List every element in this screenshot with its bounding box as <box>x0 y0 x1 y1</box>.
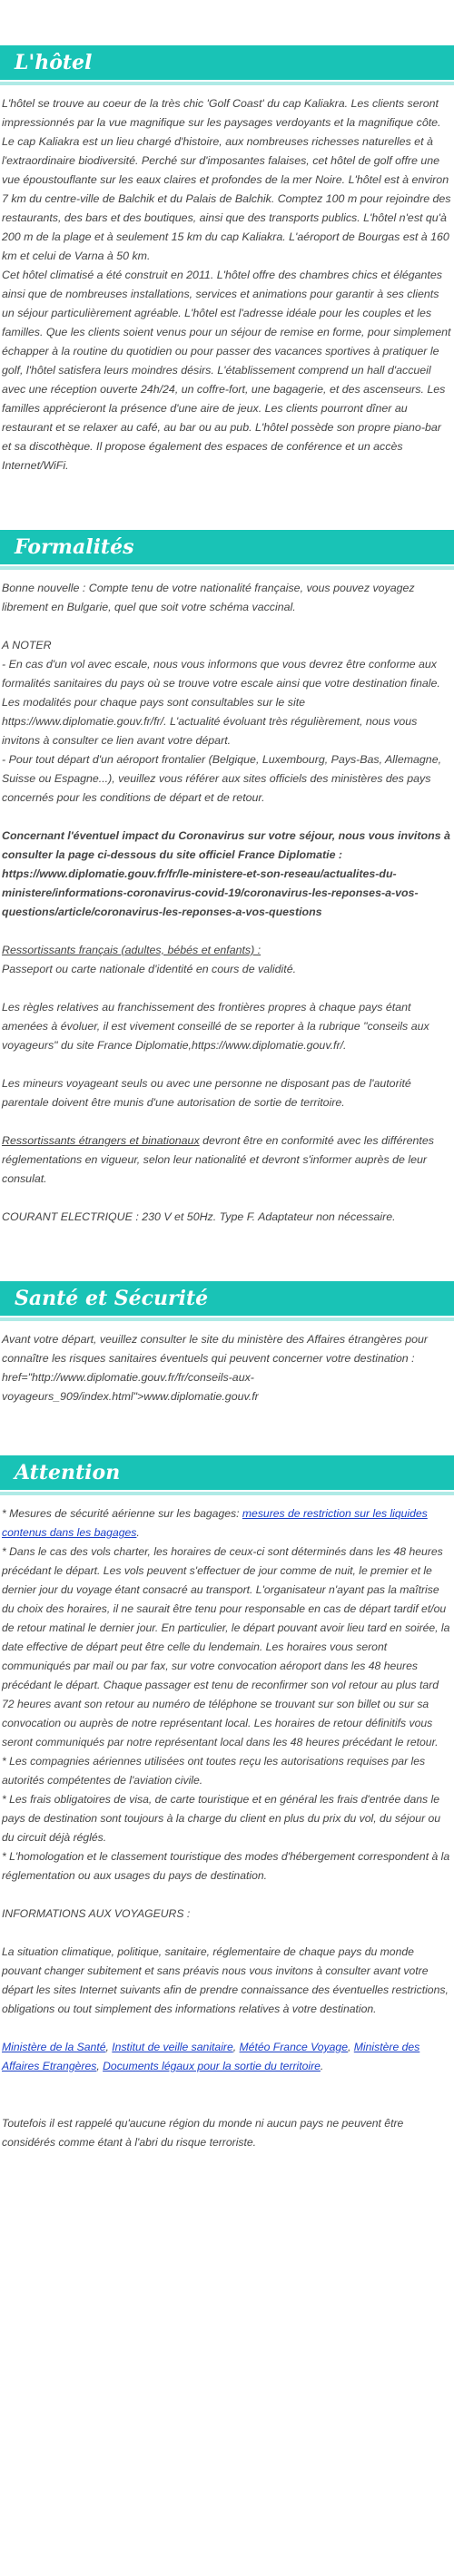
formalities-foreign-nationals <box>2 1131 452 1189</box>
attention-security-measures <box>2 1504 452 1543</box>
formalities-french-nationals-text: Passeport ou carte nationale d'identité en cours de validité. <box>2 963 297 975</box>
formalities-foreign-nationals-text: devront être en conformité avec les différentes réglementations en vigueur, selon leur nationalité et devront s'informer auprès de leur consulat. <box>2 1134 434 1185</box>
formalities-note-title: A NOTER <box>2 639 52 651</box>
health-section <box>0 1281 454 1406</box>
link-separator: , <box>105 2041 113 2053</box>
attention-security-suffix: . <box>136 1526 140 1539</box>
link-separator: , <box>96 2060 104 2072</box>
formalities-note-2: Les modalités pour chaque pays sont consultables sur le site https://www.diplomatie.gouv.fr/fr/. L'actualité évoluant très régulièrement, nous vous invitons à consulter ce lien avant votre départ. <box>2 696 418 747</box>
attention-section-title: Attention <box>0 1455 454 1490</box>
formalities-section-body <box>0 564 454 1227</box>
ministry-health-link[interactable]: Ministère de la Santé <box>2 2041 106 2053</box>
formalities-minors: Les mineurs voyageant seuls ou avec une personne ne disposant pas de l'autorité parentale doivent être munis d'une autorisation de sortie de territoire. <box>2 1077 411 1109</box>
hotel-section <box>0 0 454 475</box>
health-text: Avant votre départ, veuillez consulter le site du ministère des Affaires étrangères pour connaître les risques sanitaires éventuels qui peuvent concerner votre destination : href="http://www.diplomatie.gouv.fr/fr/conseils-aux-voyageurs_909/index.html">www.diplomatie.gouv.fr <box>2 1333 429 1403</box>
formalities-note-1: - En cas d'un vol avec escale, nous vous informons que vous devrez être conforme aux formalités sanitaires du pays où se trouve votre escale ainsi que votre destination finale. <box>2 658 440 690</box>
formalities-foreign-nationals-title: Ressortissants étrangers et binationaux <box>2 1134 200 1147</box>
meteo-france-link[interactable]: Météo France Voyage <box>239 2041 348 2053</box>
hotel-description-paragraph-2: Cet hôtel climatisé a été construit en 2011. L'hôtel offre des chambres chics et élégantes ainsi que de nombreuses installations, services et animations pour garantir à ses clients un séjour particulièrement agréable. L'hôtel est l'adresse idéale pour les couples et les familles. Que les clients soient venus pour un séjour de remise en forme, pour simplement échapper à la routine du quotidien ou pour passer des vacances sportives à pratiquer le golf, l'hôtel satisfera leurs moindres désirs. L'établissement comprend un hall d'accueil avec une réception ouverte 24h/24, un coffre-fort, une bagagerie, et des ascenseurs. Les familles apprécieront la présence d'une aire de jeux. Les clients pourront dîner au restaurant et se relaxer au café, au bar ou au pub. L'hôtel possède son propre piano-bar et sa discothèque. Il propose également des espaces de conférence et un accès Internet/WiFi. <box>2 269 451 472</box>
formalities-border-rules: Les règles relatives au franchissement des frontières propres à chaque pays étant amenées à évoluer, il est vivement conseillé de se reporter à la rubrique "conseils aux voyageurs" du site France Diplomatie,https://www.diplomatie.gouv.fr/. <box>2 1001 429 1052</box>
link-separator: , <box>232 2041 240 2053</box>
legal-documents-link[interactable]: Documents légaux pour la sortie du territoire <box>103 2060 321 2072</box>
formalities-note-3: - Pour tout départ d'un aéroport frontalier (Belgique, Luxembourg, Pays-Bas, Allemagne, Suisse ou Espagne...), veuillez vous référer aux sites officiels des ministères des pays concernés pour les conditions de départ et de retour. <box>2 753 442 804</box>
liquid-restrictions-link[interactable]: mesures de restriction sur les liquides contenus dans les bagages <box>2 1507 428 1539</box>
attention-section-body <box>0 1490 454 2152</box>
formalities-covid-notice: Concernant l'éventuel impact du Coronavirus sur votre séjour, nous vous invitons à consulter la page ci-dessous du site officiel France Diplomatie : https://www.diplomatie.gouv.fr/fr/le-ministere-et-son-reseau/actualites-du-ministere/informations-coronavirus-covid-19/coronavirus-les-reponses-a-vos-questions/article/coronavirus-les-reponses-a-vos-questions <box>2 829 450 918</box>
health-watch-institute-link[interactable]: Institut de veille sanitaire <box>112 2041 233 2053</box>
formalities-section-title: Formalités <box>0 530 454 564</box>
attention-security-prefix: * Mesures de sécurité aérienne sur les bagages: <box>2 1507 242 1520</box>
attention-homologation: * L'homologation et le classement touristique des modes d'hébergement correspondent à la réglementation ou aux usages du pays de destination. <box>2 1850 450 1882</box>
formalities-intro: Bonne nouvelle : Compte tenu de votre nationalité française, vous pouvez voyagez librement en Bulgarie, quel que soit votre schéma vaccinal. <box>2 582 415 613</box>
hotel-description-paragraph-1: L'hôtel se trouve au coeur de la très chic 'Golf Coast' du cap Kaliakra. Les clients seront impressionnés par la vue magnifique sur les paysages verdoyants et la magnifique côte. Le cap Kaliakra est un lieu chargé d'histoire, aux nombreuses richesses naturelles et à l'extraordinaire biodiversité. Perché sur d'imposantes falaises, cet hôtel de golf offre une vue époustouflante sur les eaux claires et profondes de la mer Noire. L'hôtel est à environ 7 km du centre-ville de Balchik et du Palais de Balchik. Comptez 100 m pour rejoindre des restaurants, des bars et des boutiques, ainsi que des transports publics. L'hôtel n'est qu'à 200 m de la plage et à seulement 15 km du cap Kaliakra. L'aéroport de Bourgas est à 160 km et celui de Varna à 50 km. <box>2 97 451 262</box>
attention-official-links <box>2 2038 452 2076</box>
foreign-affairs-link[interactable]: Ministère des Affaires Etrangères <box>2 2041 420 2072</box>
health-section-body <box>0 1316 454 1406</box>
hotel-section-title: L'hôtel <box>0 45 454 80</box>
attention-info-text: La situation climatique, politique, sanitaire, réglementaire de chaque pays du monde pouvant changer subitement et sans préavis nous vous invitons à consulter avant votre départ les sites Internet suivants afin de prendre connaissance des éventuelles restrictions, obligations ou tout simplement des informations relatives à votre destination. <box>2 1945 449 2015</box>
formalities-section <box>0 530 454 1227</box>
attention-airlines: * Les compagnies aériennes utilisées ont toutes reçu les autorisations requises par les autorités compétentes de l'aviation civile. <box>2 1755 426 1787</box>
attention-fees: * Les frais obligatoires de visa, de carte touristique et en général les frais d'entrée dans le pays de destination sont toujours à la charge du client en plus du prix du vol, du séjour ou du circuit déjà réglés. <box>2 1793 441 1844</box>
attention-charter-flights: * Dans le cas des vols charter, les horaires de ceux-ci sont déterminés dans les 48 heures précédant le départ. Les vols peuvent s'effectuer de jour comme de nuit, le premier et le dernier jour du voyage étant consacré au transport. L'organisateur n'ayant pas la maîtrise du choix des horaires, il ne saurait être tenu pour responsable en cas de départ tardif et/ou de retour matinal le dernier jour. En particulier, le départ pouvant avoir lieu tard en soirée, la date effective de départ peut être celle du lendemain. Les horaires vous seront communiqués par mail ou par fax, sur votre convocation aéroport dans les 48 heures précédant le départ. Chaque passager est tenu de reconfirmer son vol retour au plus tard 72 heures avant son retour au numéro de téléphone se trouvant sur son billet ou sur sa convocation ou auprès de notre représentant local. Les horaires de retour définitifs vous seront communiqués par notre représentant local dans les 48 heures précédant le retour. <box>2 1545 450 1748</box>
formalities-french-nationals-title: Ressortissants français (adultes, bébés et enfants) : <box>2 944 262 956</box>
link-separator: , <box>348 2041 354 2053</box>
health-section-title: Santé et Sécurité <box>0 1281 454 1316</box>
formalities-electric-current: COURANT ELECTRIQUE : 230 V et 50Hz. Type F. Adaptateur non nécessaire. <box>2 1210 396 1223</box>
attention-section <box>0 1455 454 2152</box>
hotel-section-body <box>0 80 454 475</box>
link-end: . <box>320 2060 324 2072</box>
attention-terrorism-notice: Toutefois il est rappelé qu'aucune région du monde ni aucun pays ne peuvent être considérés comme étant à l'abri du risque terroriste. <box>2 2117 404 2149</box>
attention-info-title: INFORMATIONS AUX VOYAGEURS : <box>2 1907 191 1920</box>
